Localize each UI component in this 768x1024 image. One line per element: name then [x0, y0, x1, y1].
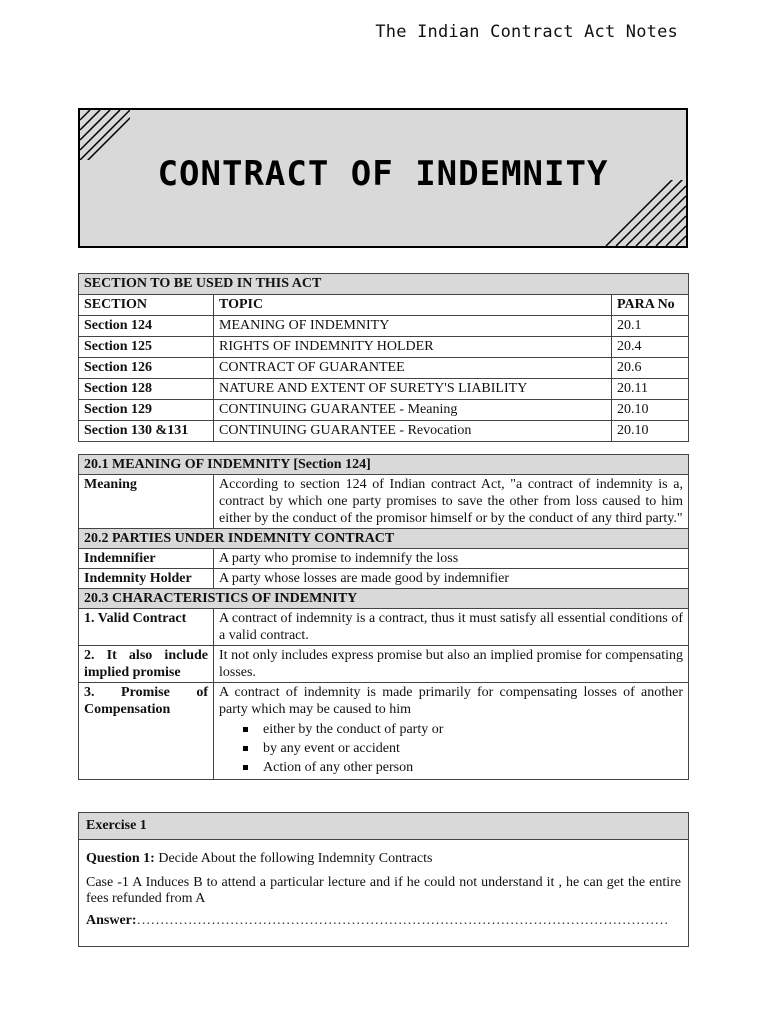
compensation-bullets [219, 720, 683, 777]
topic-cell: RIGHTS OF INDEMNITY HOLDER [214, 337, 612, 358]
section-heading-row [79, 455, 689, 475]
holder-label: Indemnity Holder [79, 569, 214, 589]
topic-cell: CONTINUING GUARANTEE - Revocation [214, 421, 612, 442]
compensation-label: 3. Promise of Compensation [79, 683, 214, 780]
list-item: by any event or accident [263, 739, 683, 758]
topic-cell: CONTRACT OF GUARANTEE [214, 358, 612, 379]
characteristics-heading: 20.3 CHARACTERISTICS OF INDEMNITY [79, 589, 689, 609]
para-cell: 20.4 [612, 337, 689, 358]
title-banner [78, 108, 688, 248]
indemnifier-label: Indemnifier [79, 549, 214, 569]
table-row [79, 316, 689, 337]
column-header-para: PARA No [612, 295, 689, 316]
table-row [79, 337, 689, 358]
table-row [79, 358, 689, 379]
section-cell: Section 129 [79, 400, 214, 421]
question-text: Decide About the following Indemnity Contracts [154, 851, 433, 866]
topic-cell: MEANING OF INDEMNITY [214, 316, 612, 337]
banner-title: CONTRACT OF INDEMNITY [157, 154, 609, 194]
column-header-topic: TOPIC [214, 295, 612, 316]
para-cell: 20.10 [612, 421, 689, 442]
document-header-title: The Indian Contract Act Notes [375, 22, 678, 42]
meaning-label: Meaning [79, 475, 214, 529]
section-heading-row [79, 589, 689, 609]
case-text: Case -1 A Induces B to attend a particular lecture and if he could not understand it , he can get the entire fees refunded from A [86, 875, 681, 906]
para-cell: 20.11 [612, 379, 689, 400]
question-label: Question 1: [86, 851, 155, 866]
topic-cell: CONTINUING GUARANTEE - Meaning [214, 400, 612, 421]
section-cell: Section 128 [79, 379, 214, 400]
table-row [79, 549, 689, 569]
list-item: Action of any other person [263, 758, 683, 777]
question [79, 840, 688, 867]
meaning-heading: 20.1 MEANING OF INDEMNITY [Section 124] [79, 455, 689, 475]
exercise-heading: Exercise 1 [79, 813, 688, 840]
table-row [79, 646, 689, 683]
indemnifier-text: A party who promise to indemnify the loss [214, 549, 689, 569]
table-row [79, 400, 689, 421]
para-cell: 20.10 [612, 400, 689, 421]
table-row [79, 379, 689, 400]
answer-label: Answer: [86, 913, 137, 928]
implied-promise-text: It not only includes express promise but also an implied promise for compensating losses. [214, 646, 689, 683]
hatch-decoration-top-left [80, 110, 130, 160]
table-caption-row [79, 274, 689, 295]
table-caption: SECTION TO BE USED IN THIS ACT [79, 274, 689, 295]
sections-table [78, 273, 689, 442]
column-header-section: SECTION [79, 295, 214, 316]
section-cell: Section 125 [79, 337, 214, 358]
para-cell: 20.1 [612, 316, 689, 337]
table-row [79, 683, 689, 780]
holder-text: A party whose losses are made good by indemnifier [214, 569, 689, 589]
meaning-text: According to section 124 of Indian contract Act, "a contract of indemnity is a, contract by which one party promises to save the other from loss caused to him either by the conduct of the promisor himself or by the conduct of any third party." [214, 475, 689, 529]
table-header-row [79, 295, 689, 316]
table-row [79, 475, 689, 529]
valid-contract-label: 1. Valid Contract [79, 609, 214, 646]
parties-heading: 20.2 PARTIES UNDER INDEMNITY CONTRACT [79, 529, 689, 549]
implied-promise-label: 2. It also include implied promise [79, 646, 214, 683]
table-row [79, 609, 689, 646]
indemnity-notes-table [78, 454, 689, 780]
valid-contract-text: A contract of indemnity is a contract, thus it must satisfy all essential conditions of a valid contract. [214, 609, 689, 646]
section-cell: Section 124 [79, 316, 214, 337]
table-row [79, 421, 689, 442]
exercise-box [78, 812, 689, 947]
compensation-cell [214, 683, 689, 780]
table-row [79, 569, 689, 589]
topic-cell: NATURE AND EXTENT OF SURETY'S LIABILITY [214, 379, 612, 400]
list-item: either by the conduct of party or [263, 720, 683, 739]
section-cell: Section 126 [79, 358, 214, 379]
compensation-text: A contract of indemnity is made primarily for compensating losses of another party which may be caused to him [219, 685, 683, 717]
para-cell: 20.6 [612, 358, 689, 379]
answer-line [79, 907, 688, 929]
answer-blank: …………………………………………………………………………………………………… [136, 913, 669, 928]
section-cell: Section 130 &131 [79, 421, 214, 442]
section-heading-row [79, 529, 689, 549]
